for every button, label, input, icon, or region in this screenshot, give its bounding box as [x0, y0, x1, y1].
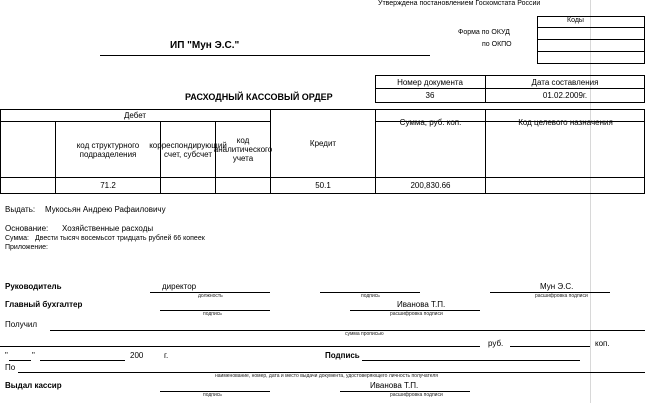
kredit-value: 50.1	[315, 181, 331, 190]
debet-header: Дебет	[123, 111, 147, 120]
doc-date-header: Дата составления	[531, 77, 599, 87]
kredit-header: Кредит	[309, 139, 337, 148]
year-label: 200	[130, 351, 144, 360]
sum-value: 200,830.66	[410, 181, 451, 190]
caption-signature: подпись	[361, 293, 380, 299]
doc-date: 01.02.2009г.	[542, 91, 588, 100]
okpo-label: по ОКПО	[482, 41, 512, 48]
sum-header: Сумма, руб. коп.	[399, 117, 462, 127]
rub-label: руб.	[488, 339, 504, 348]
po-label: По	[5, 363, 16, 372]
chief-accountant-name: Иванова Т.П.	[397, 300, 446, 309]
attachment-label: Приложение:	[5, 244, 49, 251]
analytic-code-header: код аналитического учета	[213, 136, 273, 163]
struct-code-header: код структурного подразделения	[76, 140, 140, 159]
sum-words-label: Сумма:	[5, 235, 29, 242]
caption-position: должность	[198, 293, 223, 299]
organization-name: ИП "Мун Э.С."	[170, 40, 240, 51]
cashier-name: Иванова Т.П.	[370, 381, 419, 390]
issue-to: Мукосьян Андрею Рафаиловичу	[45, 205, 166, 214]
codes-box	[537, 16, 645, 64]
kop-label: коп.	[595, 339, 610, 348]
approval-note: Утверждена постановлением Госкомстата России	[378, 0, 541, 7]
caption-decoding-2: расшифровка подписи	[390, 311, 443, 317]
okud-label: Форма по ОКУД	[458, 29, 510, 36]
debet-value: 71.2	[100, 181, 116, 190]
chief-accountant-label: Главный бухгалтер	[5, 300, 83, 309]
caption-signature-2: подпись	[203, 311, 222, 317]
basis-label: Основание:	[5, 224, 49, 233]
sum-in-words-caption: сумма прописью	[345, 331, 384, 337]
cashier-label: Выдал кассир	[5, 381, 62, 390]
received-label: Получил	[5, 320, 37, 329]
head-position: директор	[162, 282, 197, 291]
corr-account-header: корреспондирующий счет, субсчет	[149, 140, 227, 159]
caption-decoding: расшифровка подписи	[535, 293, 588, 299]
date-quote-close: "	[32, 351, 35, 360]
doc-number: 36	[425, 91, 435, 100]
doc-number-header: Номер документа	[397, 77, 463, 87]
doc-title: РАСХОДНЫЙ КАССОВЫЙ ОРДЕР	[185, 92, 333, 102]
issue-label: Выдать:	[5, 205, 36, 214]
id-caption: наименование, номер, дата и место выдачи документа, удостоверяющего личность получателя	[215, 373, 439, 379]
codes-header: Коды	[567, 17, 584, 24]
sum-words: Двести тысяч восемьсот тридцать рублей 66 копеек	[35, 235, 205, 242]
purpose-code-header: Код целевого назначения	[518, 117, 613, 127]
year-suffix: г.	[164, 351, 169, 360]
date-quote-open: "	[5, 351, 8, 360]
signature-label: Подпись	[325, 351, 360, 360]
head-name: Мун Э.С.	[540, 282, 574, 291]
caption-signature-3: подпись	[203, 392, 222, 398]
caption-decoding-3: расшифровка подписи	[390, 392, 443, 398]
head-label: Руководитель	[5, 282, 62, 291]
basis-value: Хозяйственные расходы	[62, 224, 154, 233]
